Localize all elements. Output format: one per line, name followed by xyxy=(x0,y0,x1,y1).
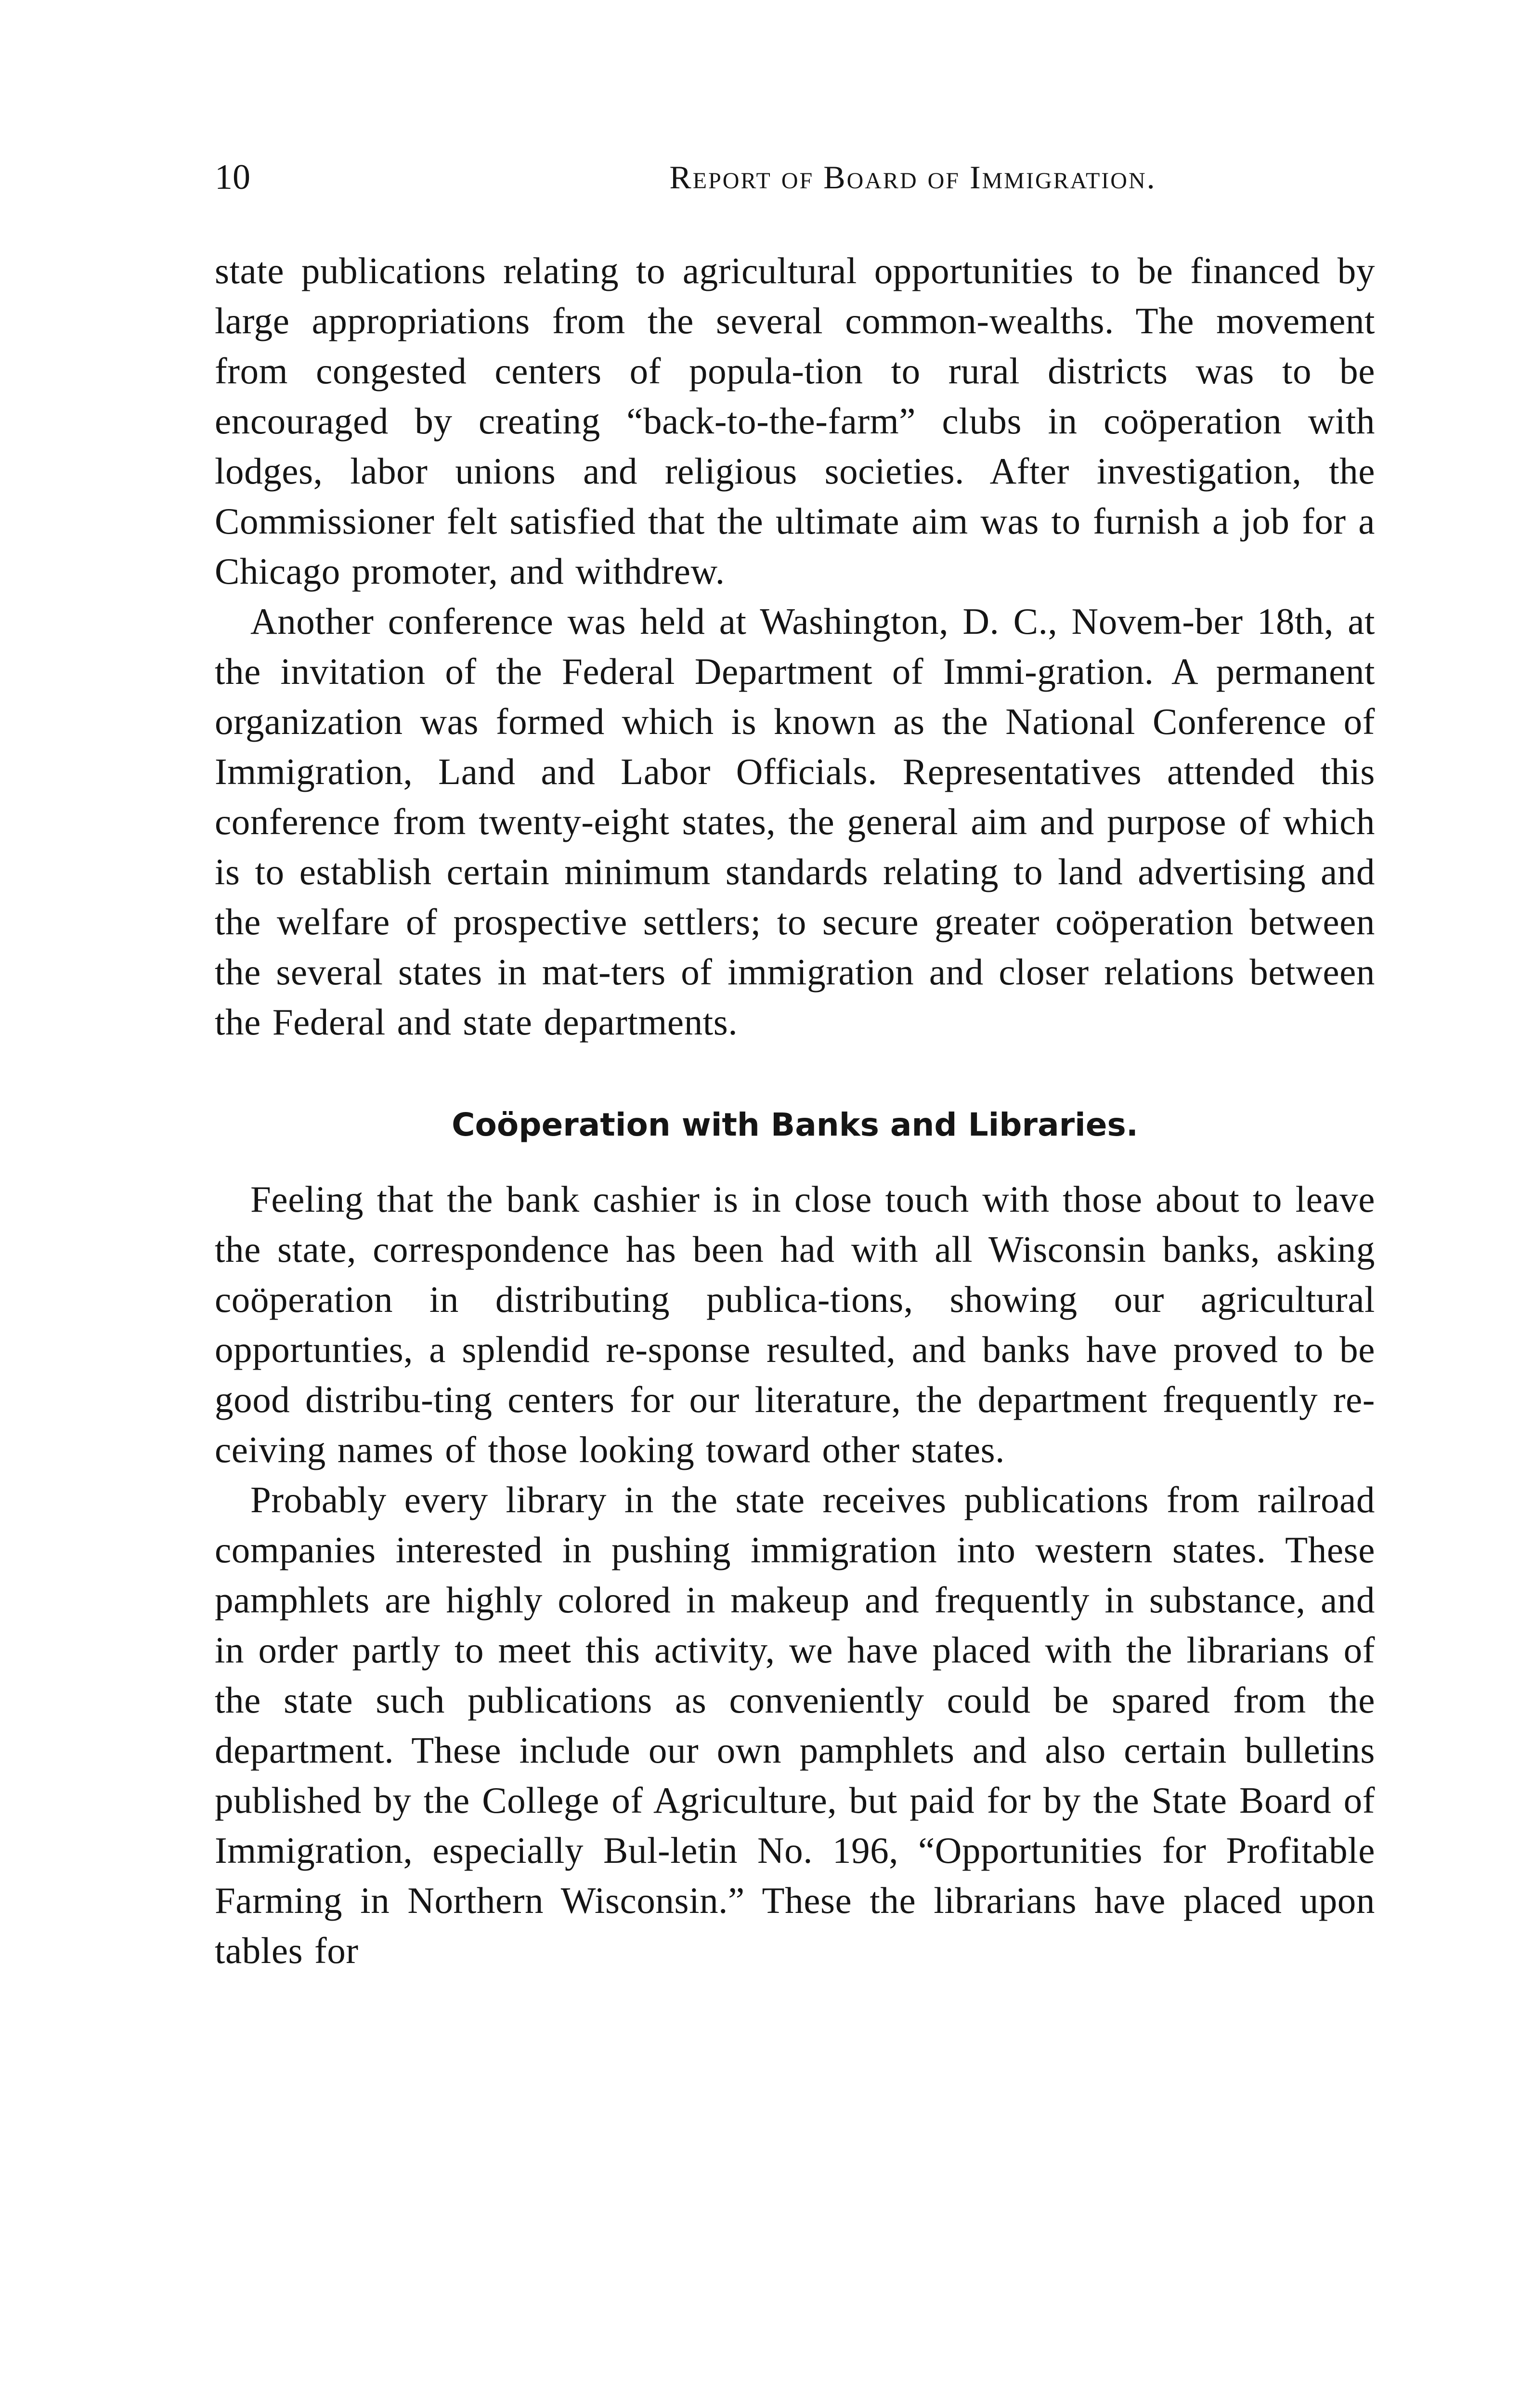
paragraph-banks: Feeling that the bank cashier is in close touch with those about to leave the state, correspondence has been had with all Wisconsin banks, asking coöperation in distributing publica-tions, showing our agricultural opportunties, a splendid re-sponse resulted, and banks have proved to be good distribu-ting centers for our literature, the department frequently re-ceiving names of those looking toward other states. xyxy=(215,1178,1375,1470)
page-number: 10 xyxy=(215,157,250,197)
page-header xyxy=(215,153,1380,201)
paragraph-libraries: Probably every library in the state receives publications from railroad companies interested in pushing immigration into western states. These pamphlets are highly colored in makeup and frequently in substance, and in order partly to meet this activity, we have placed with the librarians of the state such publications as conveniently could be spared from the department. These include our own pamphlets and also certain bulletins published by the College of Agriculture, but paid for by the State Board of Immigration, especially Bul-letin No. 196, “Opportunities for Profitable Farming in Northern Wisconsin.” These the librarians have placed upon tables for xyxy=(215,1479,1375,1971)
paragraph-conference: Another conference was held at Washington, D. C., Novem-ber 18th, at the invitation of the Federal Department of Immi-gration. A permanent organization was formed which is known as the National Conference of Immigration, Land and Labor Officials. Representatives attended this conference from twenty-eight states, the general aim and purpose of which is to establish certain minimum standards relating to land advertising and the welfare of prospective settlers; to secure greater coöperation between the several states in mat-ters of immigration and closer relations between the Federal and state departments. xyxy=(215,601,1375,1043)
section-heading: Coöperation with Banks and Libraries. xyxy=(452,1106,1138,1143)
paragraph-continuation: state publications relating to agricultural opportunities to be financed by large appropriations from the several common-wealths. The movement from congested centers of popula-tion to rural districts was to be encouraged by creating “back-to-the-farm” clubs in coöperation with lodges, labor unions and religious societies. After investigation, the Commissioner felt satisfied that the ultimate aim was to furnish a job for a Chicago promoter, and withdrew. xyxy=(215,250,1375,592)
running-title: Report of Board of Immigration. xyxy=(669,159,1156,196)
body-text xyxy=(215,246,1375,1976)
